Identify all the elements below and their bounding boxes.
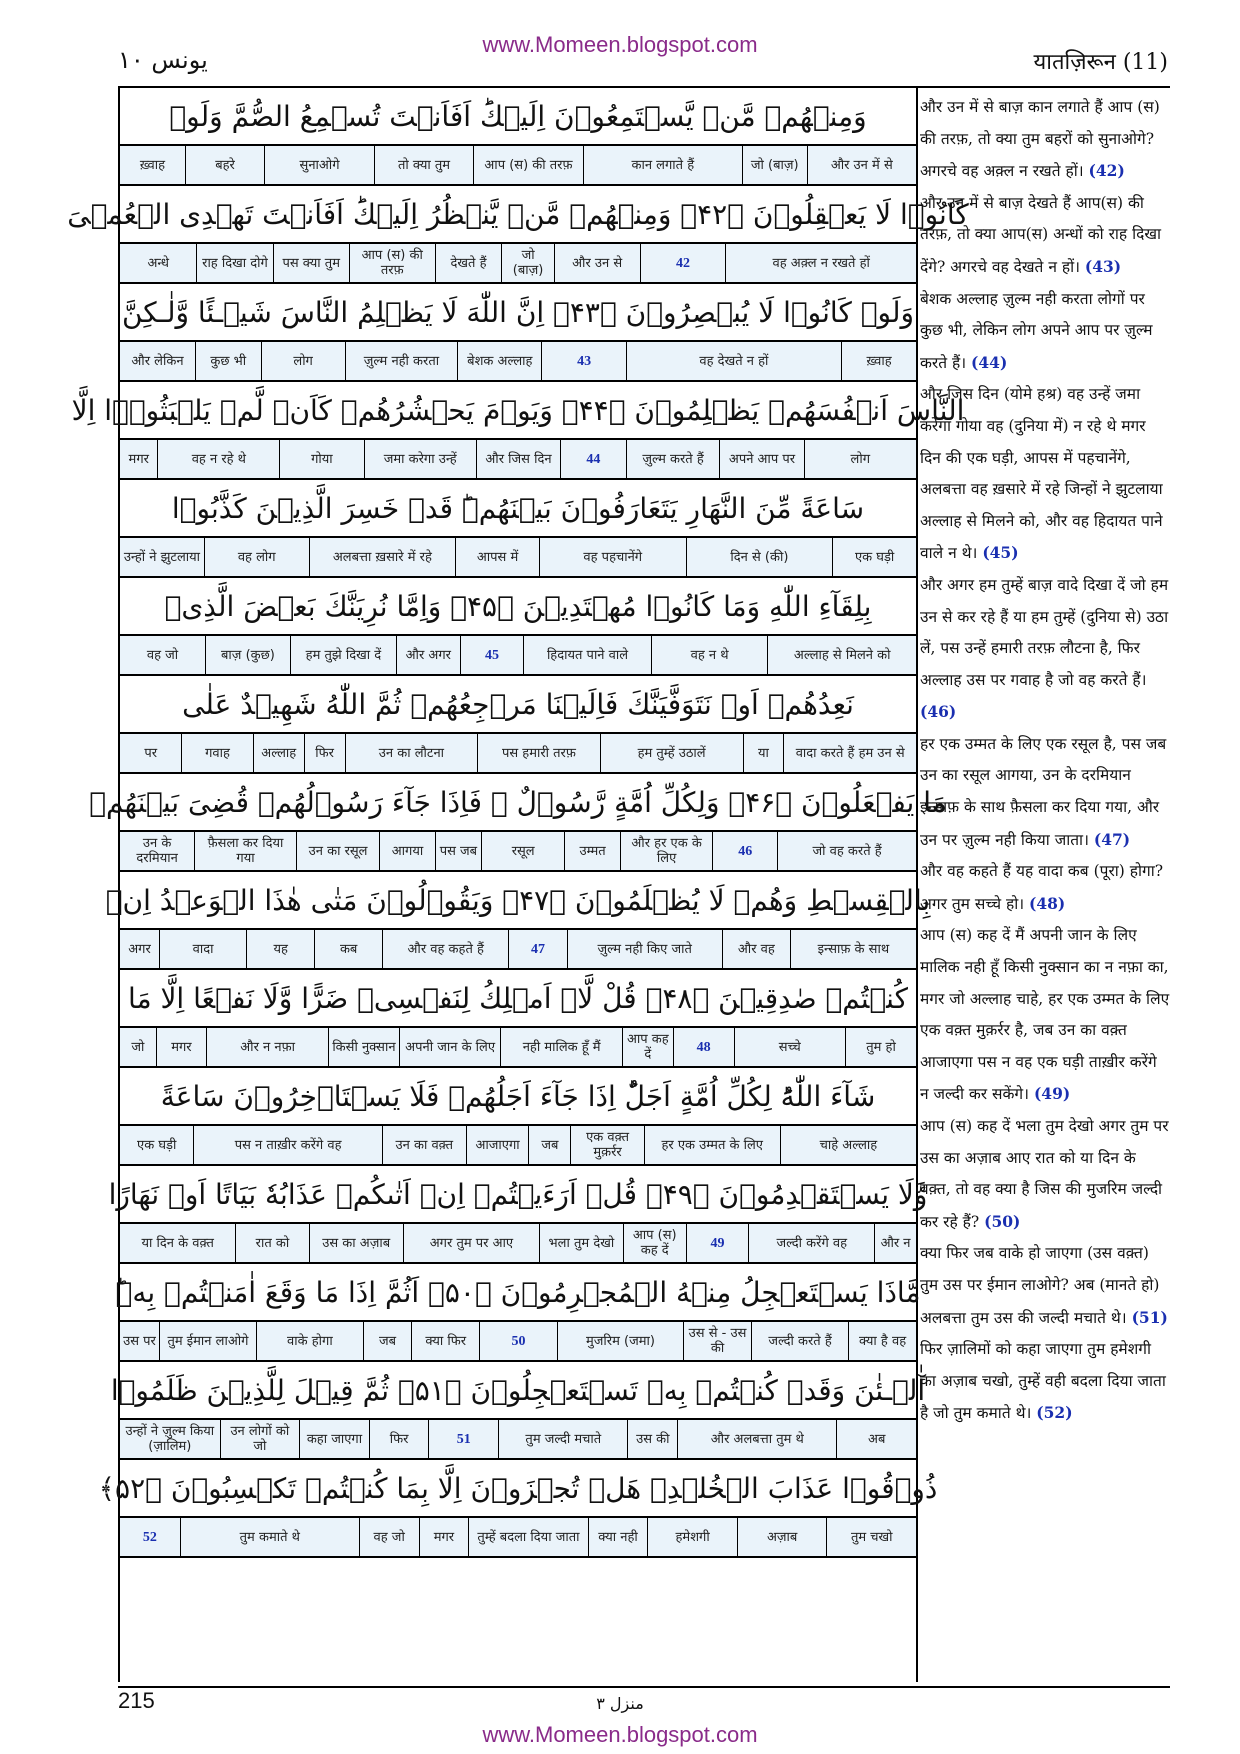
translation-verse-number: (44)	[971, 352, 1008, 372]
word-meaning-cell: तो क्या तुम	[374, 146, 474, 184]
word-meaning-cell: बहरे	[185, 146, 265, 184]
word-meaning-cell: तुम कमाते थे	[180, 1518, 359, 1556]
word-meaning-cell: बेशक अल्लाह	[457, 342, 541, 380]
arabic-line: شَآءَ اللّٰهُ‌ؕ لِكُلِّ اُمَّةٍ اَجَلٌ‌ؕ اِذَا جَآءَ اَجَلُهُمۡ فَلَا يَسۡتَاۡخِرُوۡنَ سَاعَةً	[160, 1079, 876, 1113]
translation-text: क्या फिर जब वाके हो जाएगा (उस वक़्त) तुम उस पर ईमान लाओगे? अब (मानते हो) अलबत्ता तुम उस की जल्दी मचाते थे।	[920, 1244, 1160, 1327]
word-meaning-cell: मगर	[128, 451, 149, 467]
word-meaning-cell: एक वक़्त मुक़र्रर	[570, 1126, 643, 1164]
word-meaning-cell: यह	[246, 930, 314, 968]
translation-verse-number: (52)	[1036, 1403, 1073, 1423]
word-meaning-cell: आप (स) की तरफ़	[349, 244, 435, 282]
translation-verse-number: (45)	[982, 543, 1019, 563]
word-meaning-cell: हम तुम्हें उठालें	[600, 734, 743, 772]
word-meaning-cell: ख़्वाह	[841, 342, 916, 380]
word-meaning-cell: बाज़ (कुछ)	[205, 636, 290, 674]
word-meaning-cell: फिर	[304, 734, 345, 772]
arabic-line: مَّاذَا يَسۡتَعۡجِلُ مِنۡهُ الۡمُجۡرِمُوۡنَ ﴿۵۰﴾ اَثُمَّ اِذَا مَا وَقَعَ اٰمَنۡتُمۡ بِهٖ‌ؕ	[115, 1275, 921, 1309]
word-meaning-cell: हम तुझे दिखा दें	[290, 636, 396, 674]
translation-column	[920, 92, 1170, 1682]
translation-verse-number: (43)	[1084, 256, 1122, 276]
word-meaning-cell: वह न थे	[651, 636, 768, 674]
translation-text: और अगर हम तुम्हें बाज़ वादे दिखा दें जो हम उन से कर रहे हैं या हम तुम्हें (दुनिया से) उठा लें, पस उन्हें हमारी तरफ़ लौटना है, फिर अल्लाह उस पर गवाह है जो वह करते हैं।	[920, 575, 1169, 689]
translation-verse-number: (50)	[984, 1211, 1021, 1231]
word-meaning-cell: नही मालिक हूँ मैं	[500, 1028, 622, 1066]
word-meaning-cell: आप कह दें	[622, 1028, 673, 1066]
word-meaning-cell: जल्दी करते हैं	[751, 1322, 848, 1360]
word-meaning-cell: उन लोगों को जो	[220, 1420, 300, 1458]
word-meaning-cell: उस पर	[123, 1333, 156, 1349]
word-meaning-cell: और अगर	[396, 636, 460, 674]
word-meaning-cell: वह पहचानेंगे	[539, 538, 686, 576]
word-meaning-cell: पस जब	[435, 832, 481, 870]
manzil-label: منزل ٣	[596, 1694, 644, 1713]
word-meaning-cell: तुम ईमान लाओगे	[159, 1322, 256, 1360]
translation-text: आप (स) कह दें मैं अपनी जान के लिए मालिक नही हूँ किसी नुक्सान का न नफ़ा का, मगर जो अल्लाह चाहे, हर एक उम्मत के लिए एक वक़्त मुक़र्रर है, जब उन का वक़्त आजाएगा पस न वह एक घड़ी ताख़ीर करेंगे न जल्दी कर सकेंगे।	[920, 926, 1170, 1104]
word-meaning-cell: ख़्वाह	[139, 157, 165, 173]
word-meaning-row	[120, 1222, 916, 1264]
word-meaning-cell: वाके होगा	[256, 1322, 363, 1360]
word-meaning-cell: अल्लाह से मिलने को	[767, 636, 916, 674]
word-meaning-cell: वह जो	[146, 647, 179, 663]
word-meaning-cell: उस का अज़ाब	[309, 1224, 403, 1262]
word-meaning-row	[120, 928, 916, 970]
word-meaning-cell: फ़ैसला कर दिया गया	[194, 832, 296, 870]
translation-verse-number: (51)	[1131, 1307, 1168, 1327]
word-meaning-cell: एक घड़ी	[832, 538, 916, 576]
word-meaning-cell: आजाएगा	[466, 1126, 529, 1164]
word-meaning-cell: ज़ुल्म नही करता	[345, 342, 457, 380]
word-meaning-cell: और अलबत्ता तुम थे	[677, 1420, 836, 1458]
word-meaning-row	[120, 732, 916, 774]
word-meaning-row	[120, 340, 916, 382]
word-meaning-cell: आप (स) की तरफ़	[473, 146, 582, 184]
word-meaning-cell: वादा करते हैं हम उन से	[783, 734, 916, 772]
translation-verse-number: (46)	[920, 702, 957, 722]
word-meaning-cell: तुम चखो	[826, 1518, 916, 1556]
word-meaning-cell: मगर	[156, 1028, 207, 1066]
arabic-word-grid	[67, 88, 969, 1682]
word-meaning-cell: अगर तुम पर आए	[403, 1224, 539, 1262]
arabic-line: كَانُوۡا لَا يَعۡقِلُوۡنَ ﴿۴۲﴾ وَمِنۡهُمۡ مَّنۡ يَّنۡظُرُ اِلَيۡكَ‌ؕ اَفَاَنۡتَ تَهۡدِى الۡعُمۡىَ	[67, 197, 969, 231]
word-meaning-cell: तुम्हें बदला दिया जाता	[468, 1518, 587, 1556]
word-meaning-cell: उन का रसूल	[296, 832, 379, 870]
word-meaning-cell: अपनी जान के लिए	[399, 1028, 500, 1066]
word-meaning-cell: वह लोग	[204, 538, 309, 576]
word-meaning-cell: उम्मत	[564, 832, 620, 870]
word-meaning-row	[120, 1124, 916, 1166]
verse-number-cell: 43	[541, 342, 625, 380]
word-meaning-cell: लोग	[261, 342, 345, 380]
word-meaning-cell: जो (बाज़)	[742, 146, 807, 184]
arabic-line: ذُوۡقُوۡا عَذَابَ الۡخُلۡدِ‌ۚ هَلۡ تُجۡزَوۡنَ اِلَّا بِمَا كُنۡتُمۡ تَكۡسِبُوۡنَ ﴿۵۲﴾	[98, 1471, 938, 1505]
word-meaning-cell: पस क्या तुम	[273, 244, 349, 282]
word-meaning-cell: फिर	[369, 1420, 429, 1458]
translation-text: बेशक अल्लाह ज़ुल्म नही करता लोगों पर कुछ भी, लेकिन लोग अपने आप पर ज़ुल्म करते हैं।	[920, 289, 1153, 372]
word-meaning-cell: उन्हों ने ज़ुल्म किया (ज़ालिम)	[125, 1424, 215, 1454]
word-meaning-row	[120, 830, 916, 872]
word-meaning-cell: रसूल	[481, 832, 564, 870]
word-meaning-cell: उस की	[627, 1420, 677, 1458]
word-meaning-cell: सुनाओगे	[264, 146, 373, 184]
arabic-line: آٰلۡـئٰنَ وَقَدۡ كُنۡتُمۡ بِهٖ تَسۡتَعۡجِلُوۡنَ ﴿۵۱﴾ ثُمَّ قِيۡلَ لِلَّذِيۡنَ ظَلَمُوۡا	[110, 1373, 926, 1407]
word-meaning-cell: देखते हैं	[435, 244, 502, 282]
word-meaning-cell: चाहे अल्लाह	[780, 1126, 916, 1164]
word-meaning-cell: कहा जाएगा	[299, 1420, 369, 1458]
word-meaning-cell: जब	[363, 1322, 412, 1360]
word-meaning-cell: एक घड़ी	[137, 1137, 177, 1153]
word-meaning-cell: क्या है वह	[848, 1322, 916, 1360]
word-meaning-cell: कुछ भी	[195, 342, 261, 380]
word-meaning-row	[120, 1418, 916, 1460]
word-meaning-cell: पस हमारी तरफ़	[477, 734, 599, 772]
word-meaning-cell: उन का लौटना	[345, 734, 478, 772]
verse-number-cell: 50	[479, 1322, 557, 1360]
word-meaning-cell: पस न ताख़ीर करेंगे वह	[193, 1126, 382, 1164]
word-meaning-cell: आपस में	[455, 538, 539, 576]
word-meaning-cell: ज़ुल्म नही किए जाते	[567, 930, 722, 968]
arabic-line: وَلَوۡ كَانُوۡا لَا يُبۡصِرُوۡنَ ﴿۴۳﴾ اِنَّ اللّٰهَ لَا يَظۡلِمُ النَّاسَ شَيۡـئًا وَّلٰـكِنَّ	[121, 295, 915, 329]
word-meaning-cell: या दिन के वक़्त	[141, 1235, 214, 1251]
verse-number-cell: 46	[712, 832, 777, 870]
word-meaning-cell: जब	[528, 1126, 570, 1164]
translation-verse-number: (48)	[1029, 893, 1066, 913]
word-meaning-cell: उन का वक़्त	[382, 1126, 466, 1164]
word-meaning-cell: अब	[836, 1420, 916, 1458]
arabic-line: وَمِنۡهُمۡ مَّنۡ يَّسۡتَمِعُوۡنَ اِلَيۡكَ‌ؕ اَفَاَنۡتَ تُسۡمِعُ الصُّمَّ وَلَوۡ	[169, 99, 867, 133]
word-meaning-cell: और न नफ़ा	[206, 1028, 328, 1066]
translation-verse-number: (49)	[1033, 1084, 1071, 1104]
word-meaning-cell: और उन में से	[807, 146, 916, 184]
word-meaning-cell: मुजरिम (जमा)	[557, 1322, 683, 1360]
arabic-line: نَعِدُهُمۡ اَوۡ نَتَوَفَّيَنَّكَ فَاِلَيۡنَا مَرۡجِعُهُمۡ ثُمَّ اللّٰهُ شَهِيۡدٌ عَلٰى	[182, 687, 854, 721]
translation-text: और उन में से बाज़ कान लगाते हैं आप (स) की तरफ़, तो क्या तुम बहरों को सुनाओगे? अगरचे वह अक़्ल न रखते हों।	[920, 98, 1160, 181]
verse-number-cell: 45	[460, 636, 524, 674]
word-meaning-cell: हिदायत पाने वाले	[523, 636, 650, 674]
word-meaning-row	[120, 438, 916, 480]
word-meaning-cell: क्या फिर	[411, 1322, 479, 1360]
word-meaning-cell: अन्धे	[147, 255, 169, 271]
word-meaning-row	[120, 634, 916, 676]
para-header: यातज़िरून (11)	[1033, 50, 1168, 75]
word-meaning-cell: इन्साफ़ के साथ	[790, 930, 916, 968]
word-meaning-cell: तुम हो	[845, 1028, 916, 1066]
verse-number-cell: 52	[142, 1529, 157, 1545]
word-meaning-cell: और लेकिन	[131, 353, 184, 369]
arabic-line: وَّلَا يَسۡتَقۡدِمُوۡنَ ﴿۴۹﴾ قُلۡ اَرَءَيۡتُمۡ اِنۡ اَتٰٮكُمۡ عَذَابُهٗ بَيَاتًا اَوۡ نَهَارًا	[108, 1177, 928, 1211]
word-meaning-cell: वह अक़्ल न रखते हों	[725, 244, 916, 282]
word-meaning-cell: अलबत्ता ख़सारे में रहे	[309, 538, 456, 576]
arabic-line: مَا يَفۡعَلُوۡنَ ﴿۴۶﴾ وَلِكُلِّ اُمَّةٍ رَّسُوۡلٌ‌ ۚ فَاِذَا جَآءَ رَسُوۡلُهُمۡ قُضِىَ بَيۡنَهُمۡ	[89, 785, 947, 819]
word-meaning-cell: और वह	[722, 930, 790, 968]
word-meaning-cell: आगया	[379, 832, 435, 870]
word-meaning-cell: लोग	[804, 440, 916, 478]
word-meaning-cell: और जिस दिन	[476, 440, 560, 478]
word-meaning-cell: राह दिखा दोगे	[196, 244, 272, 282]
word-meaning-cell: हमेशगी	[647, 1518, 737, 1556]
translation-text: हर एक उम्मत के लिए एक रसूल है, पस जब उन का रसूल आगया, उन के दरमियान इन्साफ़ के साथ फ़ैसला कर दिया गया, और उन पर ज़ुल्म नही किया जाता।	[920, 734, 1167, 849]
word-meaning-cell: आप (स) कह दें	[623, 1224, 686, 1262]
translation-text: और उन में से बाज़ देखते हैं आप(स) की तरफ़, तो क्या आप(स) अन्धों को राह दिखा देंगे? अगरचे वह देखते न हों।	[920, 193, 1162, 276]
page-number: 215	[118, 1688, 155, 1713]
word-meaning-cell: रात को	[235, 1224, 308, 1262]
site-url-bottom[interactable]: www.Momeen.blogspot.com	[482, 1722, 758, 1747]
translation-text: और वह कहते हैं यह वादा कब (पूरा) होगा? अगर तुम सच्चे हो।	[920, 862, 1164, 913]
arabic-line: بِلِقَآءِ اللّٰهِ وَمَا كَانُوۡا مُهۡتَدِيۡنَ ﴿۴۵﴾ وَاِمَّا نُرِيَنَّكَ بَعۡضَ الَّذِىۡ	[164, 589, 872, 623]
surah-header: يونس ١٠	[118, 46, 208, 74]
word-meaning-cell: तुम जल्दी मचाते	[498, 1420, 627, 1458]
word-meaning-cell: वादा	[159, 930, 246, 968]
word-meaning-cell: या	[743, 734, 784, 772]
word-meaning-cell: गवाह	[181, 734, 252, 772]
word-meaning-cell: और न	[874, 1224, 916, 1262]
verse-number-cell: 44	[560, 440, 626, 478]
site-url-top[interactable]: www.Momeen.blogspot.com	[482, 32, 758, 57]
word-meaning-cell: पर	[144, 745, 158, 761]
word-meaning-cell: दिन से (की)	[686, 538, 833, 576]
verse-number-cell: 42	[640, 244, 726, 282]
translation-text: और जिस दिन (योमे हश्र) वह उन्हें जमा करेगा गोया वह (दुनिया में) न रहे थे मगर दिन की एक घड़ी, आपस में पहचानेंगे, अलबत्ता वह ख़सारे में रहे जिन्हों ने झुटलाया अल्लाह से मिलने को, और वह हिदायत पाने वाले न थे।	[920, 385, 1163, 563]
verse-number-cell: 51	[428, 1420, 498, 1458]
word-meaning-cell: भला तुम देखो	[539, 1224, 623, 1262]
word-meaning-cell: मगर	[419, 1518, 469, 1556]
translation-text: आप (स) कह दें भला तुम देखो अगर तुम पर उस का अज़ाब आए रात को या दिन के वक़्त, तो वह क्या है जिस की मुजरिम जल्दी कर रहे हैं?	[920, 1117, 1169, 1231]
arabic-line: سَاعَةً مِّنَ النَّهَارِ يَتَعَارَفُوۡنَ بَيۡنَهُمۡ‌ؕ قَدۡ خَسِرَ الَّذِيۡنَ كَذَّبُوۡا	[171, 491, 865, 525]
translation-text: फिर ज़ालिमों को कहा जाएगा तुम हमेशगी का अज़ाब चखो, तुम्हें वही बदला दिया जाता है जो तुम कमाते थे।	[920, 1340, 1166, 1423]
word-meaning-row	[120, 1320, 916, 1362]
word-meaning-cell: जो वह करते हैं	[777, 832, 916, 870]
word-meaning-row	[120, 242, 916, 284]
word-meaning-cell: जो	[131, 1039, 145, 1055]
word-meaning-cell: उस से - उस की	[683, 1322, 751, 1360]
word-meaning-cell: कब	[314, 930, 382, 968]
word-meaning-cell: वह न रहे थे	[157, 440, 279, 478]
word-meaning-cell: वह जो	[359, 1518, 419, 1556]
arabic-line: النَّاسَ اَنۡفُسَهُمۡ يَظۡلِمُوۡنَ ﴿۴۴﴾ وَيَوۡمَ يَحۡشُرُهُمۡ كَاَنۡ لَّمۡ يَلۡبَثُوۡۤا اِلَّا	[71, 393, 965, 427]
word-meaning-cell: अल्लाह	[253, 734, 304, 772]
verse-number-cell: 49	[686, 1224, 749, 1262]
word-meaning-cell: किसी नुक्सान	[328, 1028, 399, 1066]
word-meaning-row	[120, 1516, 916, 1558]
word-meaning-cell: कान लगाते हैं	[583, 146, 742, 184]
word-meaning-row	[120, 1026, 916, 1068]
word-meaning-cell: गोया	[279, 440, 363, 478]
translation-verse-number: (47)	[1093, 829, 1131, 849]
word-meaning-cell: अगर	[128, 941, 151, 957]
translation-verse-number: (42)	[1088, 161, 1125, 181]
arabic-line: كُنۡتُمۡ صٰدِقِيۡنَ ﴿۴۸﴾ قُلْ لَّاۤ اَمۡلِكُ لِنَفۡسِىۡ ضَرًّا وَّلَا نَفۡعًا اِلَّا مَا	[128, 981, 908, 1015]
word-meaning-cell: जमा करेगा उन्हें	[364, 440, 476, 478]
word-meaning-cell: जो (बाज़)	[501, 244, 553, 282]
word-meaning-cell: और उन से	[554, 244, 640, 282]
word-meaning-cell: ज़ुल्म करते हैं	[626, 440, 720, 478]
arabic-line: بِالۡقِسۡطِ وَهُمۡ لَا يُظۡلَمُوۡنَ ﴿۴۷﴾ وَيَقُوۡلُوۡنَ مَتٰى هٰذَا الۡوَعۡدُ اِنۡ	[105, 883, 931, 917]
word-meaning-cell: हर एक उम्मत के लिए	[644, 1126, 780, 1164]
word-meaning-cell: वह देखते न हों	[626, 342, 841, 380]
word-meaning-cell: उन्हों ने झुटलाया	[123, 549, 201, 565]
word-meaning-cell: जल्दी करेंगे वह	[748, 1224, 874, 1262]
word-meaning-cell: सच्चे	[734, 1028, 846, 1066]
verse-number-cell: 48	[673, 1028, 734, 1066]
word-meaning-cell: क्या नही	[588, 1518, 648, 1556]
word-meaning-cell: उन के दरमियान	[136, 836, 178, 866]
word-meaning-cell: अपने आप पर	[719, 440, 803, 478]
word-meaning-row	[120, 144, 916, 186]
word-meaning-cell: और वह कहते हैं	[382, 930, 508, 968]
word-meaning-row	[120, 536, 916, 578]
word-meaning-cell: अज़ाब	[737, 1518, 827, 1556]
word-meaning-cell: और हर एक के लिए	[620, 832, 713, 870]
verse-number-cell: 47	[508, 930, 566, 968]
